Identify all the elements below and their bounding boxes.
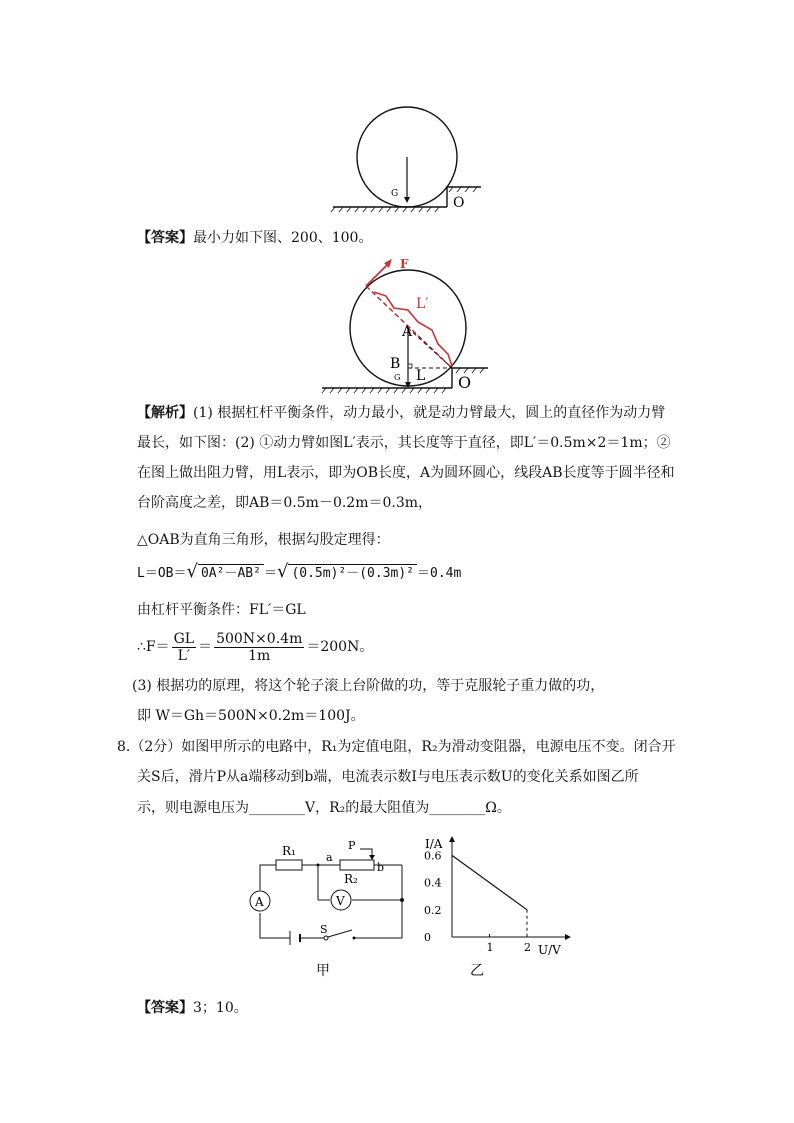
fig2-label-b: B [390, 356, 401, 372]
radical-icon: √ [276, 561, 289, 582]
y-axis-arrow-icon [449, 836, 455, 842]
fig2-label-g: G [394, 373, 401, 382]
fig2-label-f: F [400, 257, 409, 271]
radical-icon: √ [186, 561, 198, 582]
formula-f [137, 630, 373, 664]
terminal-b-label: b [377, 861, 385, 874]
fig2-label-lprime: L′ [416, 296, 429, 312]
formula-ob-result: ＝0.4m [417, 566, 462, 581]
analysis-line-4: 台阶高度之差，即AB＝0.5m－0.2m＝0.3m， [137, 495, 433, 511]
y-tick-label: 0.6 [424, 849, 442, 863]
formula-ob [137, 562, 461, 584]
figure-wheel-solution [318, 250, 498, 395]
x-tick-label: 1 [486, 941, 494, 954]
x-tick-label: 2 [524, 941, 531, 954]
fraction-values [214, 631, 304, 664]
terminal-a-label: a [326, 851, 333, 864]
fig2-label-l: L [416, 368, 426, 384]
answer-1-tag: 【答案】 [137, 230, 193, 246]
series-line [452, 855, 527, 909]
question-8-line-2: 关S后，滑片P从a端移动到b端，电流表示数I与电压表示数U的变化关系如图乙所 [137, 769, 639, 785]
formula-f-eq: ＝ [198, 639, 213, 655]
fraction-gl-den: L′ [177, 647, 191, 664]
formula-f-result: ＝200N。 [306, 639, 374, 655]
fraction-gl-num: GL [173, 630, 195, 647]
y-axis-label: I/A [425, 837, 443, 851]
switch-label: S [320, 923, 328, 936]
analysis-tag: 【解析】 [137, 405, 193, 421]
y-tick-label: 0.4 [424, 876, 442, 890]
fig1-label-g: G [391, 189, 399, 199]
x-axis-arrow-icon [565, 934, 571, 940]
chart-caption: 乙 [470, 963, 484, 979]
fig2-label-o: O [458, 373, 472, 392]
fraction-values-den: 1m [248, 647, 271, 664]
y-tick-label: 0 [424, 931, 431, 944]
formula-ob-eq: ＝ [263, 566, 277, 581]
formula-ob-left: L＝OB＝ [137, 566, 187, 581]
x-axis-label: U/V [538, 943, 561, 957]
iv-chart [420, 832, 580, 982]
fig2-label-a: A [402, 324, 413, 340]
analysis-text-1: (1) 根据杠杆平衡条件，动力最小，就是动力臂最大，圆上的直径作为动力臂 [193, 405, 666, 421]
y-tick-label: 0.2 [424, 903, 442, 917]
analysis-line-5: △OAB为直角三角形，根据勾股定理得： [137, 532, 390, 548]
ammeter-label: A [255, 895, 264, 909]
r1-label: R₁ [282, 844, 296, 858]
analysis-line-2: 最长，如下图：(2) ①动力臂如图L′表示，其长度等于直径，即L′＝0.5m×2＝1m；② [137, 435, 671, 451]
analysis-line-3: 在图上做出阻力臂，用L表示，即为OB长度，A为圆环圆心，线段AB长度等于圆半径和 [137, 465, 675, 481]
circuit-caption: 甲 [316, 963, 330, 979]
answer-1 [137, 228, 372, 248]
formula-f-left: ∴F＝ [137, 639, 170, 655]
formula-ob-radicand-1: 0A²－AB² [198, 564, 264, 583]
voltmeter-label: V [336, 894, 345, 908]
analysis-line-8: 即 W＝Gh＝500N×0.2m＝100J。 [137, 708, 365, 724]
question-8-line-1: 8.（2分）如图甲所示的电路中，R₁为定值电阻，R₂为滑动变阻器，电源电压不变。闭合开 [117, 739, 676, 755]
answer-8-tag: 【答案】 [137, 1000, 193, 1016]
answer-1-text: 最小力如下图、200、100。 [193, 230, 373, 246]
analysis-line-7: (3) 根据功的原理，将这个轮子滚上台阶做的功，等于克服轮子重力做的功， [132, 678, 605, 694]
answer-8-text: 3；10。 [193, 1000, 248, 1016]
circuit-diagram [240, 835, 420, 985]
answer-8 [137, 998, 248, 1018]
question-8-line-3: 示，则电源电压为________V，R₂的最大阻值为________Ω。 [137, 800, 511, 816]
fraction-gl [172, 631, 196, 664]
analysis-line-6: 由杠杆平衡条件：FL′＝GL [137, 602, 306, 618]
r2-label: R₂ [344, 872, 358, 886]
formula-ob-radicand-2: (0.5m)²－(0.3m)² [288, 564, 417, 583]
figure-wheel-step [325, 95, 495, 220]
fraction-values-num: 500N×0.4m [216, 630, 303, 647]
fig1-label-o: O [453, 195, 465, 211]
slider-p-label: P [348, 839, 356, 852]
analysis-line-1 [137, 403, 665, 423]
